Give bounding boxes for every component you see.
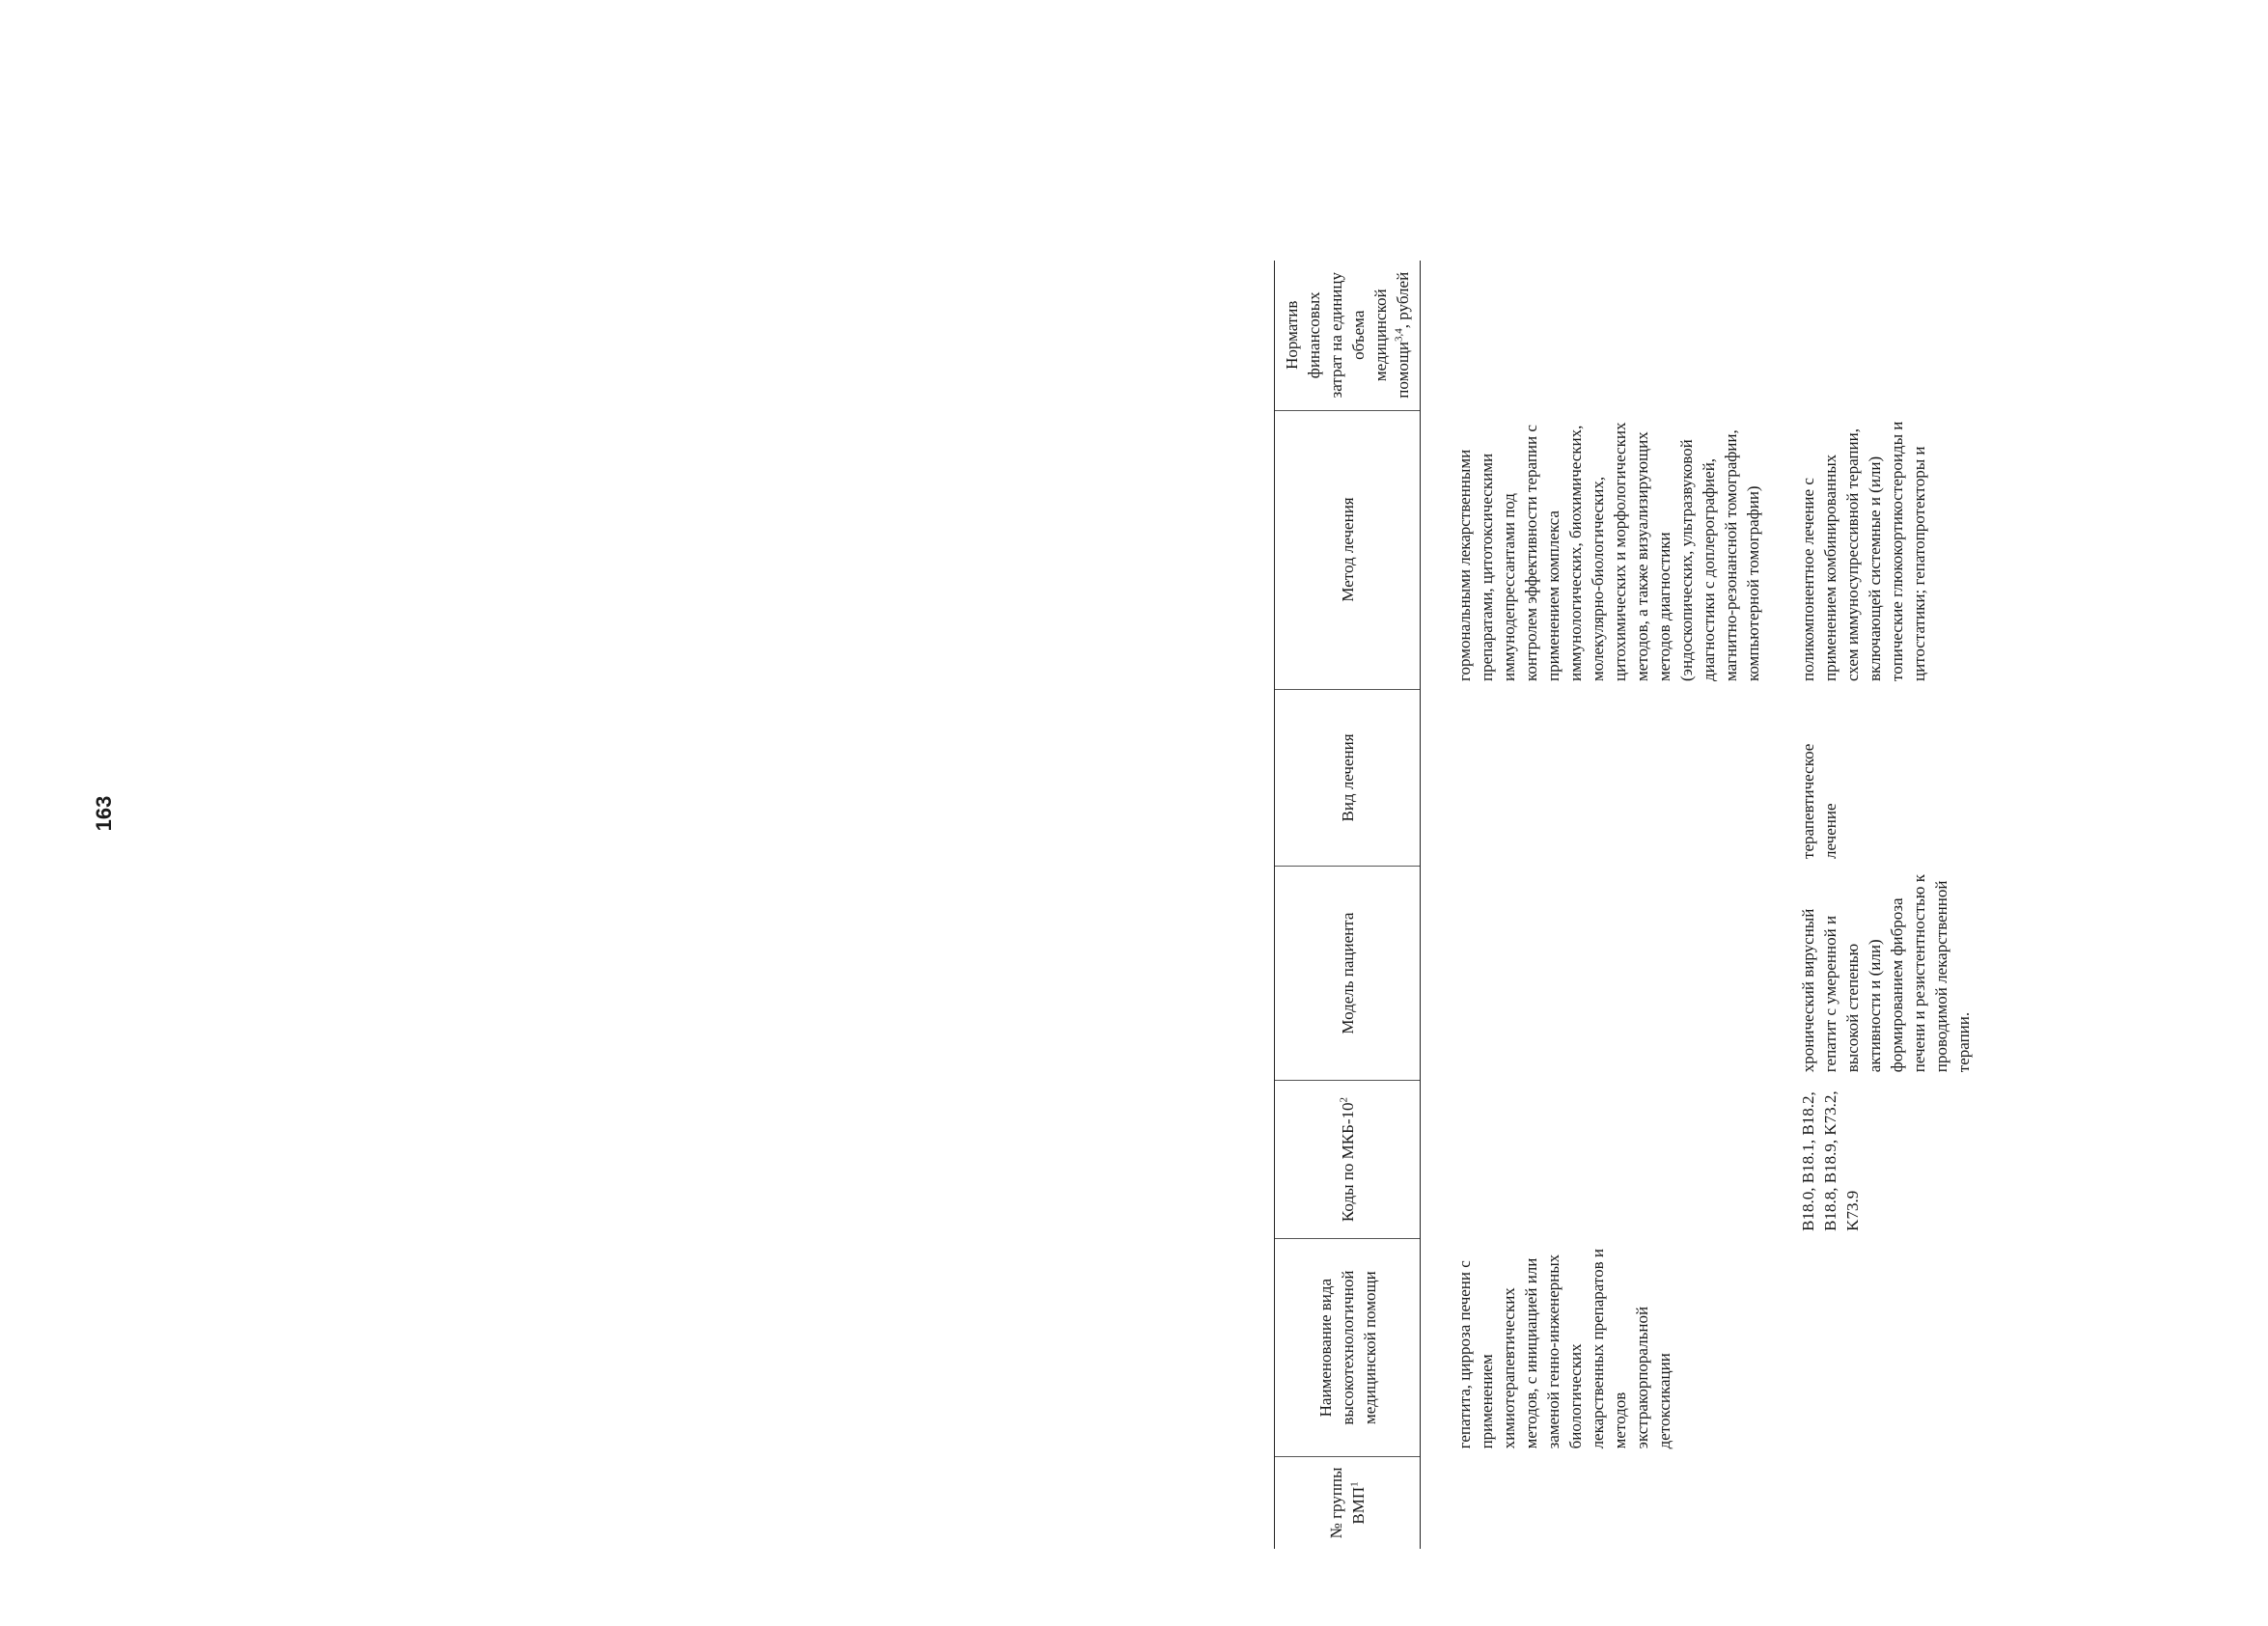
vmp-table (1274, 261, 1975, 1549)
header-group: № группы ВМП$^1$ (1275, 1456, 1421, 1549)
cell-norm (1450, 261, 1764, 410)
header-name: Наименование вида высокотехнологичной медицинской помощи (1275, 1239, 1421, 1457)
cell-norm (1793, 261, 1975, 410)
header-norm: Норматив финансовых затрат на единицу объема медицинской помощи$^{3,4}$, рублей (1275, 261, 1421, 410)
table-sheet (1206, 121, 2268, 1549)
cell-group (1450, 1456, 1764, 1549)
table-row (1450, 261, 1764, 1549)
cell-codes (1450, 1080, 1764, 1239)
header-codes: Коды по МКБ-$10^2$ (1275, 1080, 1421, 1239)
cell-codes: B18.0, B18.1, B18.2, B18.8, B18.9, K73.2, K73.9 (1799, 1090, 1862, 1231)
cell-name (1793, 1239, 1975, 1457)
cell-kind: терапевтическое лечение (1799, 743, 1839, 859)
cell-group (1793, 1456, 1975, 1549)
cell-method: поликомпонентное лечение с применением комбинированных схем иммуносупрессивной терапии, включающей системные и (или) топические глюкокортикостероиды и цитостатики; гепатопротекторы и (1799, 421, 1928, 682)
header-method: Метод лечения (1275, 410, 1421, 689)
header-kind: Вид лечения (1275, 689, 1421, 867)
cell-name: гепатита, цирроза печени с применением химиотерапевтических методов, с инициацией или заменой генно-инженерных биологических лекарственных препаратов и методов экстракорпоральной детоксикации (1455, 1249, 1673, 1449)
cell-model: хронический вирусный гепатит с умеренной и высокой степенью активности и (или) формированием фиброза печени и резистентностью к проводимой лекарственной терапии. (1799, 874, 1973, 1073)
table-row (1793, 261, 1975, 1549)
cell-kind (1450, 689, 1764, 867)
page-number: 163 (92, 795, 116, 832)
header-model: Модель пациента (1275, 867, 1421, 1080)
cell-model (1450, 867, 1764, 1080)
table-header-row (1275, 261, 1421, 1549)
rotated-table-container (1206, 121, 2268, 1549)
cell-method: гормональными лекарственными препаратами, цитотоксическими иммунодепрессантами под контролем эффективности терапии с применением комплекса иммунологических, биохимических, молекулярно-биологических, цитохимических и морфологических методов, а также визуализирующих методов диагностики (эндоскопических, ультразвуковой диагностики с доплерографией, магнитно-резонансной томографии, компьютерной томографии) (1455, 422, 1762, 682)
